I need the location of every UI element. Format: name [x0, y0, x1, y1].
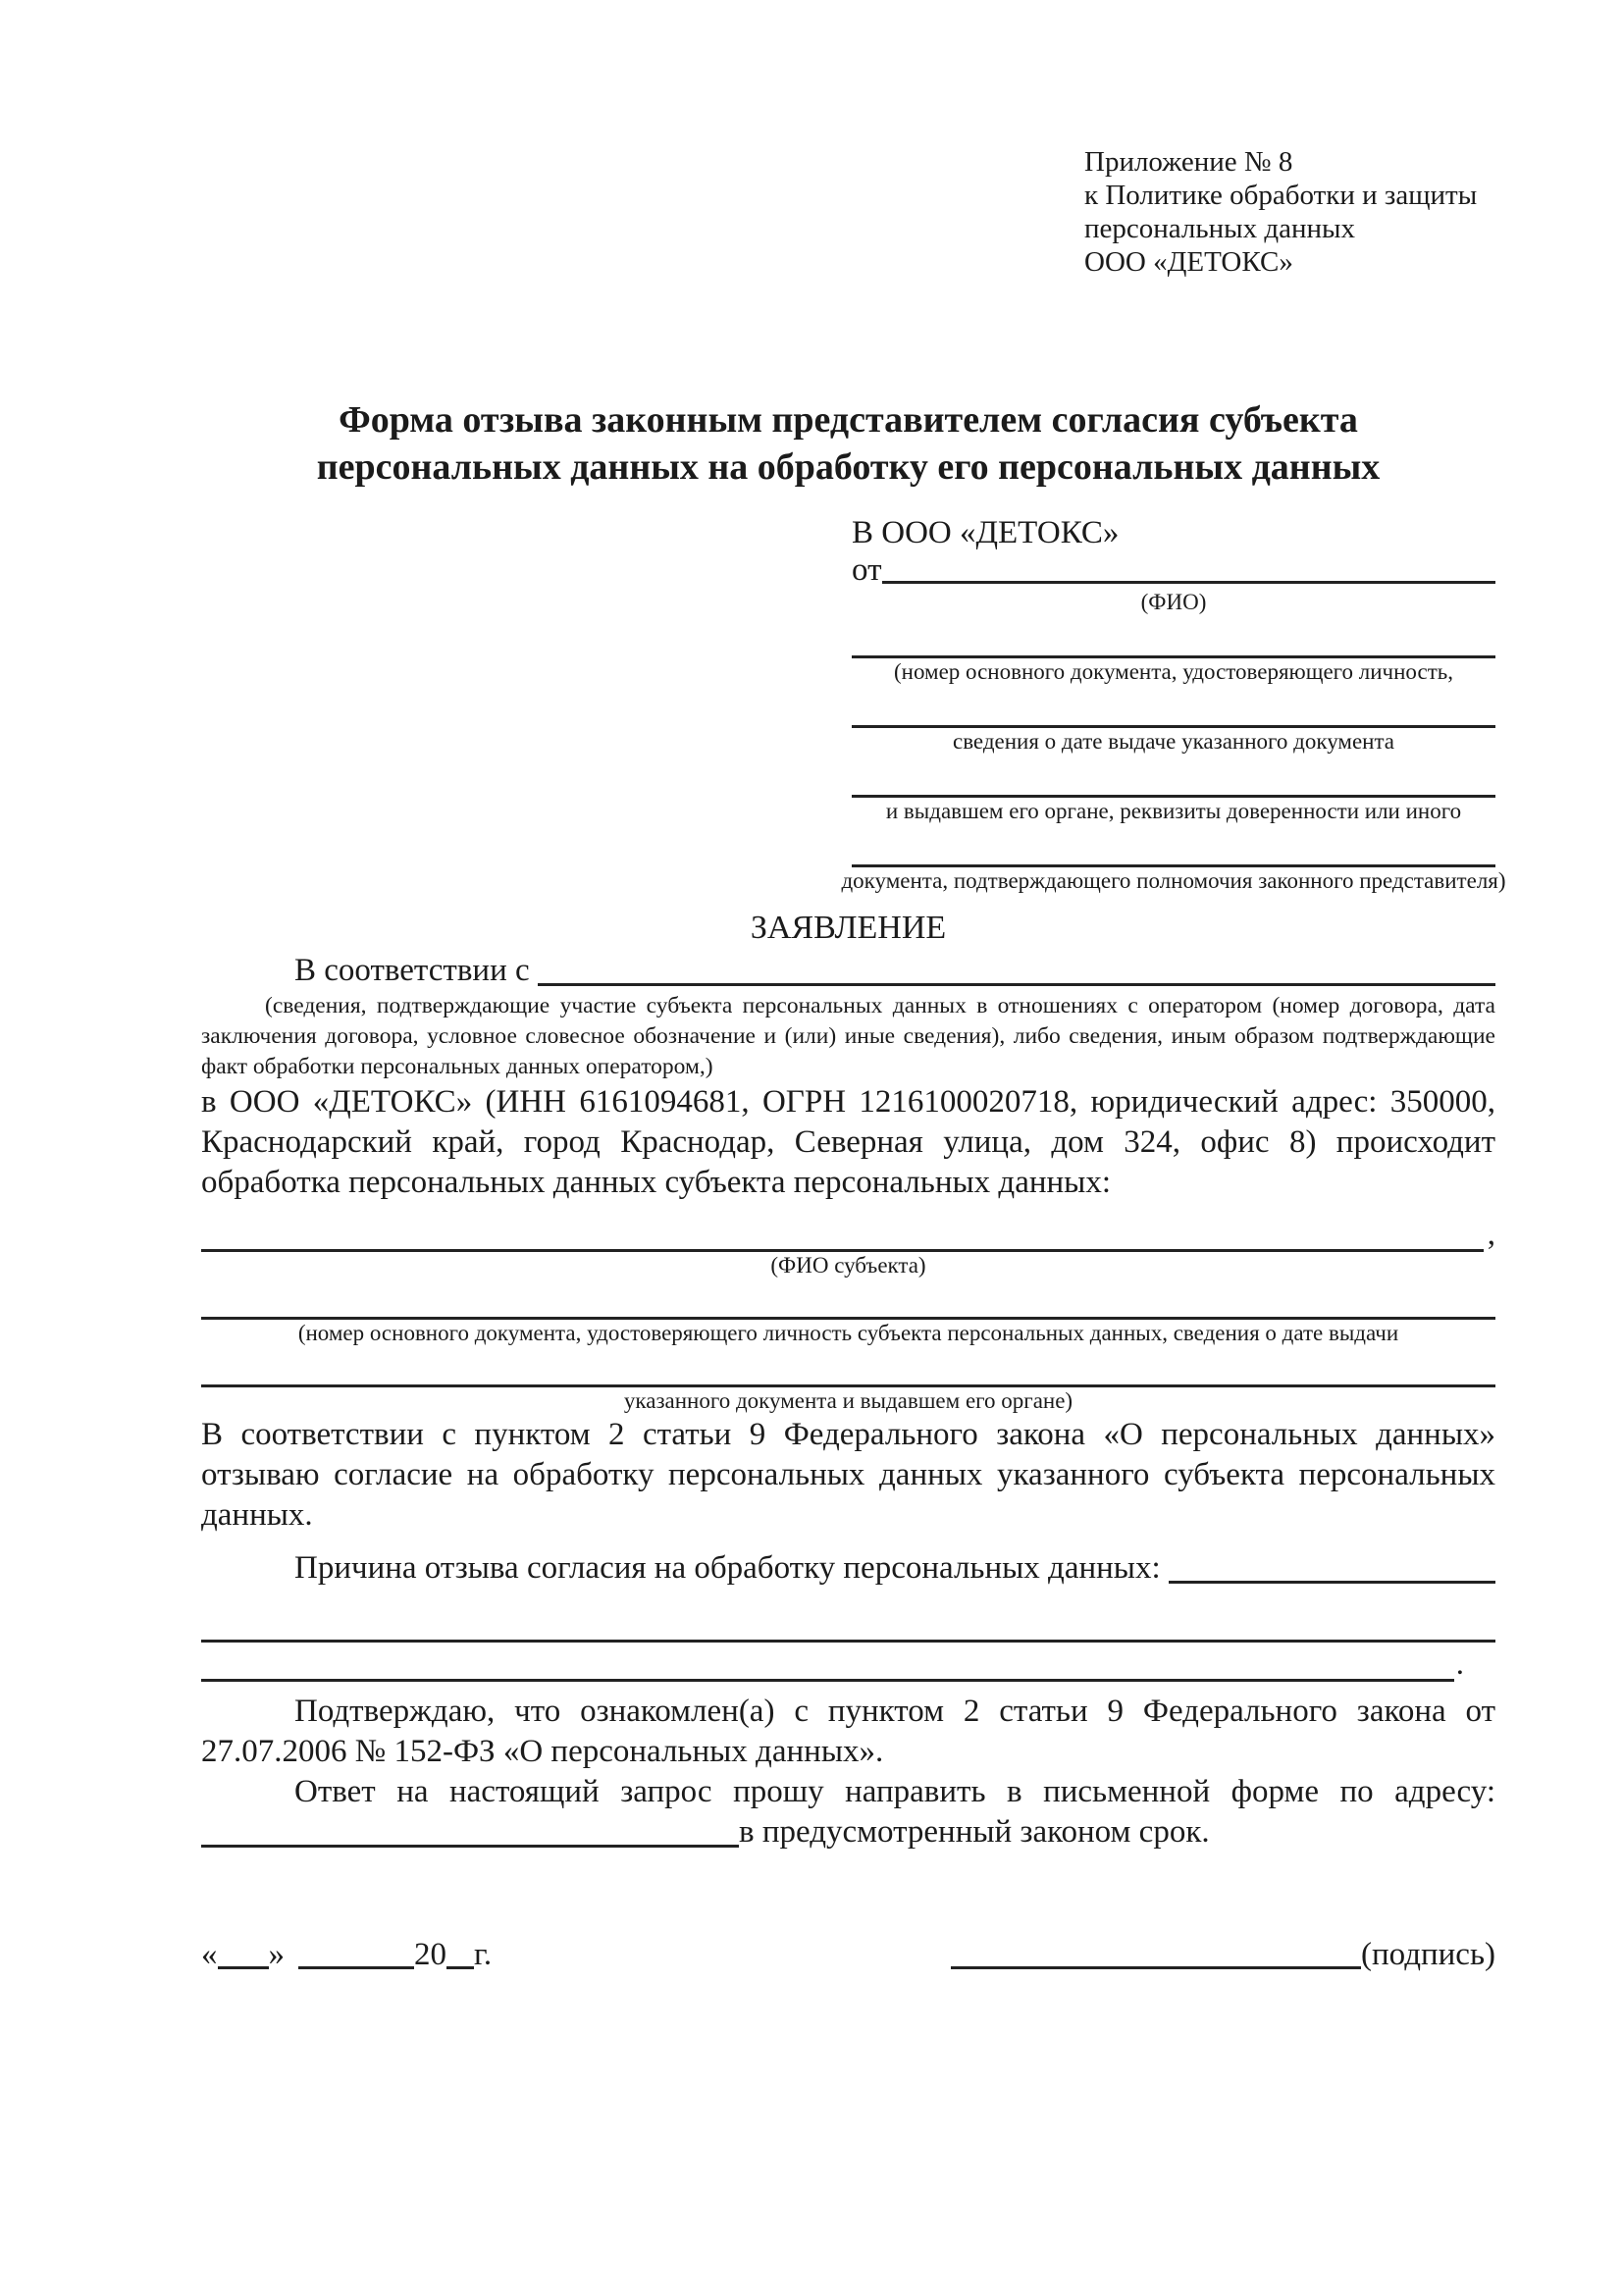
blank-field-group [852, 696, 1495, 756]
from-row [852, 551, 1495, 589]
date-month-blank [298, 1966, 414, 1969]
reason-blank-row [201, 1646, 1464, 1682]
subject-caption: (ФИО субъекта) [770, 1253, 926, 1278]
subject-caption: указанного документа и выдавшем его органе) [623, 1388, 1073, 1413]
date-open-quote: « [201, 1937, 218, 1972]
signature-caption: (подпись) [1361, 1937, 1495, 1972]
statement-heading: ЗАЯВЛЕНИЕ [750, 910, 947, 946]
date-year-prefix: 20 [414, 1937, 446, 1972]
address-blank-underline [201, 1845, 739, 1848]
blank-caption: сведения о дате выдаче указанного документа [952, 729, 1395, 754]
blank-caption: документа, подтверждающего полномочия законного представителя) [841, 868, 1506, 893]
fio-caption: (ФИО) [1140, 590, 1207, 614]
blank-caption: и выдавшем его органе, реквизиты доверенности или иного [885, 799, 1462, 823]
reply-paragraph-line1: Ответ на настоящий запрос прошу направить в письменной форме по адресу: [294, 1774, 1495, 1809]
reason-label: Причина отзыва согласия на обработку персональных данных: [294, 1550, 1169, 1586]
reason-row [201, 1545, 1495, 1589]
acknowledge-paragraph: Подтверждаю, что ознакомлен(а) с пунктом 2 статьи 9 Федерального закона от 27.07.2006 № 152-ФЗ «О персональных данных». [201, 1694, 1495, 1769]
signature-blank-underline [951, 1966, 1361, 1969]
withdrawal-paragraph: В соответствии с пунктом 2 статьи 9 Федерального закона «О персональных данных» отзываю согласие на обработку персональных данных указанного субъекта персональных данных. [201, 1417, 1495, 1533]
footer-row [201, 1935, 1495, 1974]
subject-field-group [201, 1217, 1495, 1279]
subject-field-group [201, 1287, 1495, 1347]
date-close-quote: » [268, 1937, 285, 1972]
document-title: Форма отзыва законным представителем согласия субъекта персональных данных на обработку его персональных данных [316, 399, 1381, 488]
blank-underline [201, 1610, 1495, 1643]
intro-footnote: (сведения, подтверждающие участие субъекта персональных данных в отношениях с оператором (номер договора, дата заключения договора, условное словесное обозначение и (или) иные сведения), либо сведения, иным образом подтверждающие факт обработки персональных данных оператором,) [201, 993, 1495, 1079]
blank-underline [852, 696, 1495, 728]
reason-blank-row [201, 1610, 1495, 1643]
blank-field-group [841, 835, 1506, 895]
appendix-line: Приложение № 8 [1084, 146, 1293, 178]
intro-blank-underline [538, 983, 1495, 986]
subject-caption: (номер основного документа, удостоверяющего личность субъекта персональных данных, сведения о дате выдачи [297, 1321, 1399, 1345]
subject-blank-row [201, 1217, 1495, 1252]
appendix-line: ООО «ДЕТОКС» [1084, 246, 1293, 278]
blank-underline [201, 1220, 1484, 1252]
signature-group [951, 1935, 1495, 1974]
reply-tail-text: в предусмотренный законом срок. [739, 1814, 1210, 1850]
intro-label: В соответствии с [294, 953, 538, 988]
date-year-blank [446, 1966, 474, 1969]
blank-underline [201, 1355, 1495, 1387]
blank-field-group [852, 765, 1495, 825]
appendix-line: к Политике обработки и защиты [1084, 180, 1478, 211]
blank-underline [852, 835, 1495, 867]
trailing-comma: , [1487, 1217, 1495, 1252]
blank-underline [852, 765, 1495, 798]
appendix-header-block [1084, 145, 1495, 279]
reason-blank-underline [1169, 1581, 1495, 1584]
operator-paragraph: в ООО «ДЕТОКС» (ИНН 6161094681, ОГРН 1216100020718, юридический адрес: 350000, Краснодарский край, город Краснодар, Северная улица, дом 324, офис 8) происходит обработка персональных данных субъекта персональных данных: [201, 1084, 1495, 1200]
from-blank-underline [882, 581, 1496, 584]
addressee-block [841, 514, 1506, 895]
blank-underline [201, 1287, 1495, 1320]
blank-underline [201, 1649, 1454, 1682]
addressee-organization: В ООО «ДЕТОКС» [852, 515, 1120, 550]
appendix-line: персональных данных [1084, 213, 1356, 244]
reply-paragraph-line2 [201, 1812, 1495, 1852]
blank-caption: (номер основного документа, удостоверяющего личность, [893, 659, 1453, 684]
trailing-period: . [1455, 1646, 1464, 1682]
intro-row [201, 948, 1495, 991]
blank-field-group [852, 626, 1495, 686]
date-group [201, 1935, 492, 1974]
date-day-blank [218, 1966, 269, 1969]
date-year-suffix: г. [474, 1937, 493, 1972]
blank-underline [852, 626, 1495, 658]
subject-field-group [201, 1355, 1495, 1415]
from-label: от [852, 552, 882, 588]
